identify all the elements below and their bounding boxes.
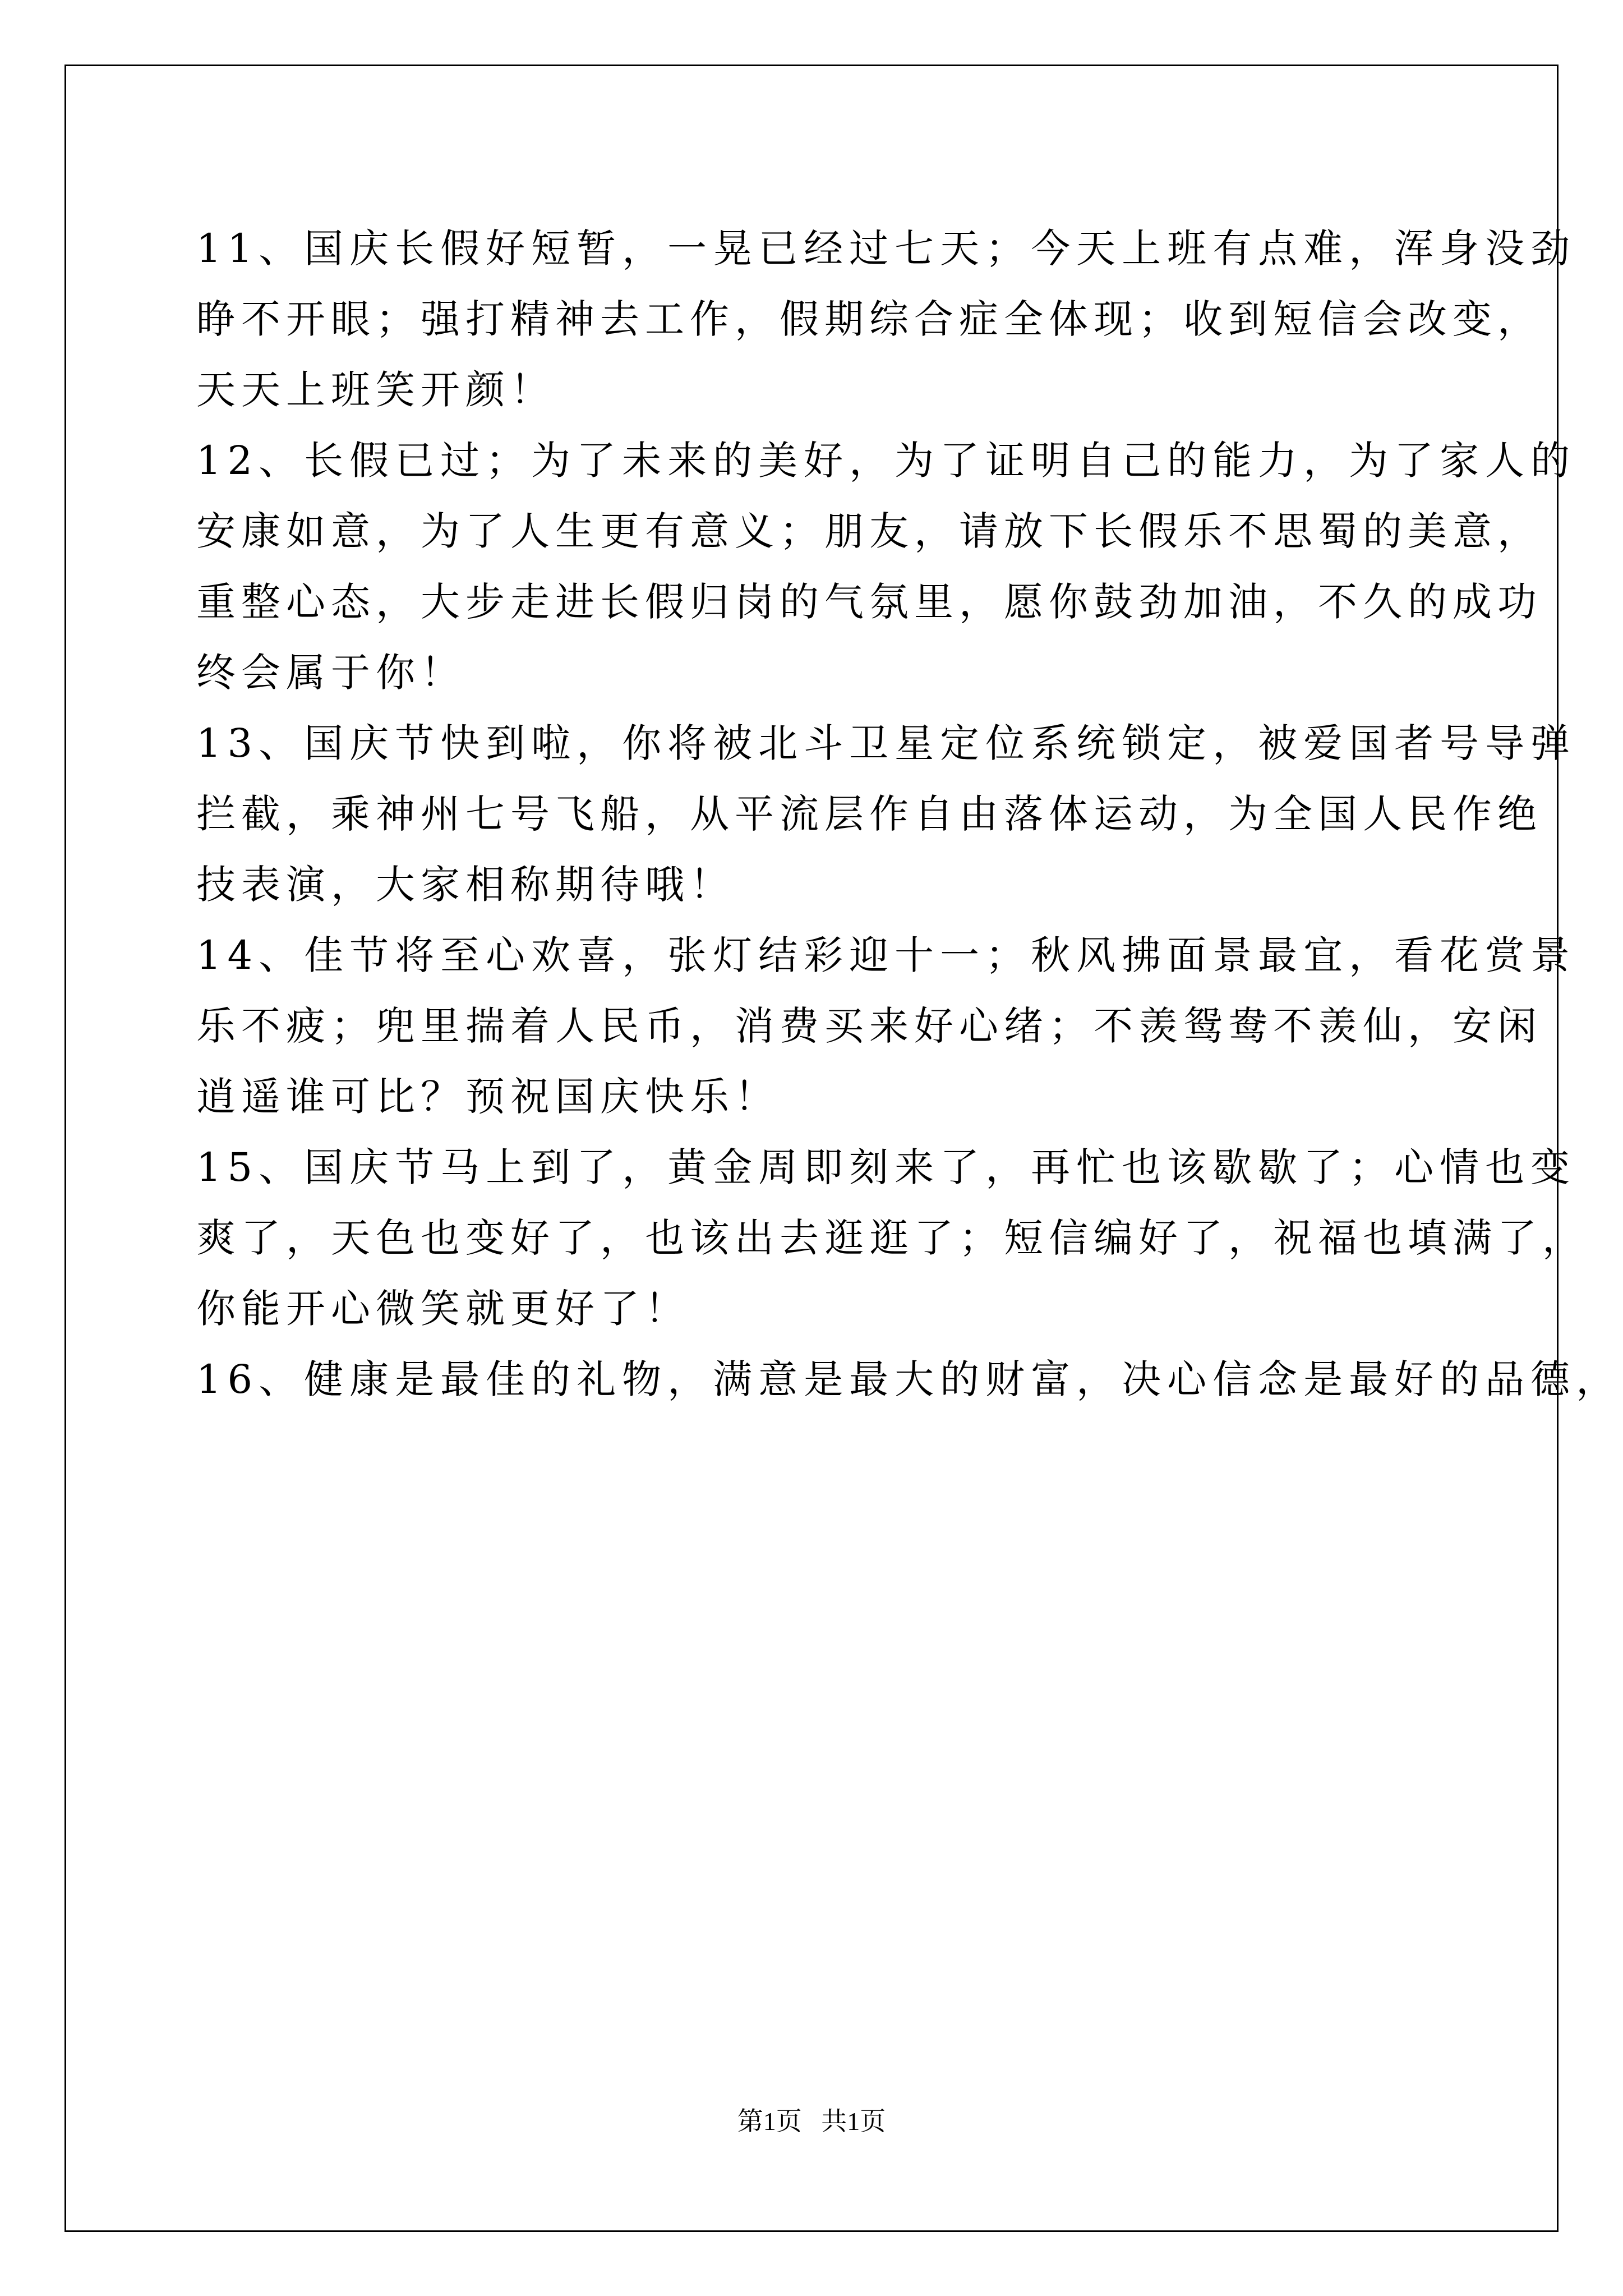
text-line: 拦截，乘神州七号飞船，从平流层作自由落体运动，为全国人民作绝 xyxy=(196,791,1542,837)
text-line: 15、国庆节马上到了，黄金周即刻来了，再忙也该歇歇了；心情也变 xyxy=(196,1144,1576,1190)
text-line: 睁不开眼；强打精神去工作，假期综合症全体现；收到短信会改变， xyxy=(196,296,1542,342)
text-line: 11、国庆长假好短暂，一晃已经过七天；今天上班有点难，浑身没劲 xyxy=(196,226,1576,272)
text-line: 安康如意，为了人生更有意义；朋友，请放下长假乐不思蜀的美意， xyxy=(196,508,1542,554)
text-line: 终会属于你！ xyxy=(196,650,465,696)
text-line: 16、健康是最佳的礼物，满意是最大的财富，决心信念是最好的品德， xyxy=(196,1356,1622,1402)
text-line: 12、长假已过；为了未来的美好，为了证明自己的能力，为了家人的 xyxy=(196,438,1576,484)
text-line: 爽了，天色也变好了，也该出去逛逛了；短信编好了，祝福也填满了， xyxy=(196,1215,1587,1261)
text-line: 重整心态，大步走进长假归岗的气氛里，愿你鼓劲加油，不久的成功 xyxy=(196,579,1542,625)
text-line: 13、国庆节快到啦，你将被北斗卫星定位系统锁定，被爱国者号导弹 xyxy=(196,720,1576,766)
text-line: 乐不疲；兜里揣着人民币，消费买来好心绪；不羡鸳鸯不羡仙，安闲 xyxy=(196,1003,1542,1049)
text-line: 你能开心微笑就更好了！ xyxy=(196,1286,690,1332)
text-line: 14、佳节将至心欢喜，张灯结彩迎十一；秋风拂面景最宜，看花赏景 xyxy=(196,932,1576,978)
page-number-footer: 第1页 共1页 xyxy=(737,2107,886,2136)
text-line: 逍遥谁可比？预祝国庆快乐！ xyxy=(196,1074,780,1120)
text-line: 技表演，大家相称期待哦！ xyxy=(196,862,735,908)
text-line: 天天上班笑开颜！ xyxy=(196,367,555,413)
document-body xyxy=(196,213,1622,1415)
